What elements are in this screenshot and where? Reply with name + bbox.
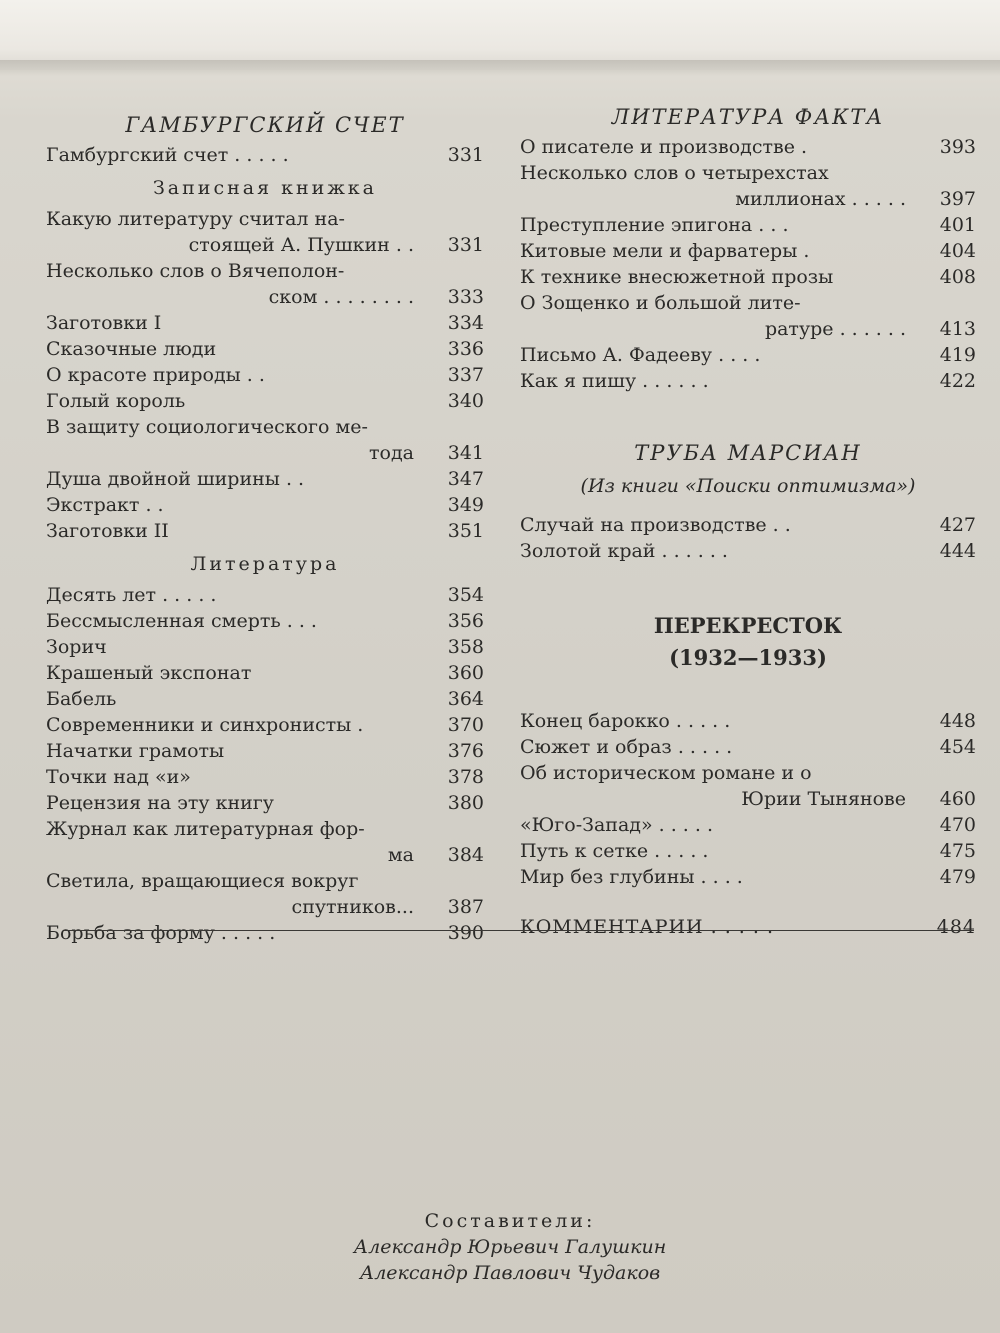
toc-entry — [46, 790, 484, 816]
toc-entry-title: Золотой край . . . . . . — [520, 540, 728, 562]
toc-entry-title: Несколько слов о четырехстах — [520, 162, 829, 184]
toc-entry-title: Случай на производстве . . — [520, 514, 791, 536]
toc-entry — [520, 238, 976, 264]
toc-entry-page: 331 — [447, 144, 484, 166]
toc-entry-title: Как я пишу . . . . . . — [520, 370, 709, 392]
subsection-heading-literature: Литература — [190, 553, 340, 575]
toc-entry-page: 393 — [939, 136, 976, 158]
toc-list-martian-trumpet — [520, 512, 976, 564]
toc-entry-title: Борьба за форму . . . . . — [46, 922, 276, 944]
toc-entry-title: Рецензия на эту книгу — [46, 792, 274, 814]
toc-entry-title-continuation: ском . . . . . . . . — [268, 286, 414, 308]
toc-entry-commentary — [520, 914, 976, 940]
page-edge-shadow — [0, 60, 1000, 76]
toc-entry — [520, 708, 976, 734]
toc-entry-page: 356 — [447, 610, 484, 632]
toc-entry-title: Об историческом романе и о — [520, 762, 812, 784]
toc-entry-page: 354 — [447, 584, 484, 606]
toc-entry-title: Журнал как литературная фор- — [46, 818, 365, 840]
toc-entry — [520, 134, 976, 160]
toc-entry — [520, 342, 976, 368]
toc-entry-title-continuation: тода — [369, 442, 414, 464]
toc-entry — [520, 538, 976, 564]
toc-entry-page: 334 — [447, 312, 484, 334]
horizontal-rule — [64, 930, 974, 931]
toc-entry-page: 454 — [939, 736, 976, 758]
toc-entry-page: 331 — [447, 234, 484, 256]
toc-entry-page: 364 — [447, 688, 484, 710]
toc-entry — [46, 310, 484, 336]
toc-entry — [46, 388, 484, 414]
toc-entry — [46, 336, 484, 362]
toc-entry — [520, 160, 976, 212]
toc-entry-title-continuation: Юрии Тынянове — [741, 788, 906, 810]
compilers-label: Составители: — [424, 1210, 596, 1232]
toc-entry — [520, 290, 976, 342]
toc-entry-title: Гамбургский счет . . . . . — [46, 144, 289, 166]
toc-entry — [520, 812, 976, 838]
toc-entry-title: Заготовки II — [46, 520, 169, 542]
toc-entry-title: Душа двойной ширины . . — [46, 468, 305, 490]
toc-entry — [46, 686, 484, 712]
toc-list-notebook — [46, 206, 484, 544]
toc-entry-page: 378 — [447, 766, 484, 788]
toc-entry-title: Крашеный экспонат — [46, 662, 252, 684]
toc-list-commentary — [520, 914, 976, 940]
toc-entry-page: 349 — [447, 494, 484, 516]
toc-entry-page: 484 — [936, 916, 976, 938]
toc-entry-page: 408 — [939, 266, 976, 288]
subsection-heading-notebook: Записная книжка — [152, 177, 378, 199]
section-heading-martian-trumpet: ТРУБА МАРСИАН — [634, 441, 862, 465]
toc-entry-title: «Юго-Запад» . . . . . — [520, 814, 713, 836]
toc-entry-title: В защиту социологического ме- — [46, 416, 368, 438]
toc-entry — [520, 264, 976, 290]
toc-entry-page: 422 — [939, 370, 976, 392]
toc-entry-title-continuation: ратуре . . . . . . — [764, 318, 906, 340]
toc-entry — [520, 212, 976, 238]
toc-entry — [46, 582, 484, 608]
toc-entry-title-continuation: спутников... — [291, 896, 414, 918]
section-subtitle-crossroads: (1932—1933) — [669, 645, 827, 670]
section-heading-fact-literature: ЛИТЕРАТУРА ФАКТА — [611, 105, 885, 129]
toc-entry — [46, 608, 484, 634]
toc-entry — [46, 634, 484, 660]
toc-entry-page: 341 — [447, 442, 484, 464]
toc-entry-page: 387 — [447, 896, 484, 918]
toc-entry-title: Путь к сетке . . . . . — [520, 840, 709, 862]
toc-entry-title: Мир без глубины . . . . — [520, 866, 743, 888]
toc-entry-page: 390 — [447, 922, 484, 944]
toc-entry — [46, 712, 484, 738]
toc-entry — [520, 512, 976, 538]
toc-entry-title-continuation: ма — [387, 844, 414, 866]
toc-entry-title: Сказочные люди — [46, 338, 217, 360]
toc-entry — [520, 864, 976, 890]
toc-entry-page: 475 — [939, 840, 976, 862]
toc-entry-title: Десять лет . . . . . — [46, 584, 217, 606]
toc-entry — [46, 920, 484, 946]
toc-entry-page: 460 — [939, 788, 976, 810]
toc-entry-title: К технике внесюжетной прозы — [520, 266, 834, 288]
toc-entry-page: 347 — [447, 468, 484, 490]
section-heading-hamburg: ГАМБУРГСКИЙ СЧЕТ — [125, 113, 405, 137]
compiler-name: Александр Юрьевич Галушкин — [353, 1236, 667, 1258]
toc-entry — [520, 838, 976, 864]
section-subtitle-martian-trumpet: (Из книги «Поиски оптимизма») — [580, 475, 916, 497]
toc-entry-title-continuation: миллионах . . . . . — [735, 188, 906, 210]
toc-entry-title: Точки над «и» — [46, 766, 191, 788]
toc-entry-title: Голый король — [46, 390, 186, 412]
toc-entry-title: Светила, вращающиеся вокруг — [46, 870, 359, 892]
toc-entry — [46, 258, 484, 310]
toc-entry-page: 360 — [447, 662, 484, 684]
toc-entry-title: О Зощенко и большой лите- — [520, 292, 801, 314]
toc-entry — [46, 492, 484, 518]
toc-entry-title: Какую литературу считал на- — [46, 208, 345, 230]
toc-entry — [520, 734, 976, 760]
toc-entry-title: О красоте природы . . — [46, 364, 265, 386]
toc-list-crossroads — [520, 708, 976, 890]
toc-entry — [46, 466, 484, 492]
toc-entry-title: Китовые мели и фарватеры . — [520, 240, 810, 262]
toc-entry-page: 340 — [447, 390, 484, 412]
toc-entry-page: 444 — [939, 540, 976, 562]
compiler-name: Александр Павлович Чудаков — [359, 1262, 661, 1284]
toc-entry-title-continuation: стоящей А. Пушкин . . — [188, 234, 414, 256]
toc-entry-title: О писателе и производстве . — [520, 136, 808, 158]
toc-entry-page: 384 — [447, 844, 484, 866]
toc-entry-page: 336 — [447, 338, 484, 360]
toc-entry — [46, 414, 484, 466]
toc-entry-page: 413 — [939, 318, 976, 340]
toc-entry — [520, 760, 976, 812]
toc-entry — [520, 368, 976, 394]
compilers-block — [300, 1208, 720, 1286]
toc-entry-page: 479 — [939, 866, 976, 888]
toc-list-literature — [46, 582, 484, 946]
toc-entry-title: Современники и синхронисты . — [46, 714, 364, 736]
toc-entry-title: Конец барокко . . . . . — [520, 710, 731, 732]
toc-entry-page: 401 — [939, 214, 976, 236]
toc-entry-title: Заготовки I — [46, 312, 162, 334]
toc-entry-page: 397 — [939, 188, 976, 210]
toc-entry — [46, 764, 484, 790]
toc-entry-page: 376 — [447, 740, 484, 762]
toc-entry — [46, 518, 484, 544]
toc-entry — [46, 868, 484, 920]
toc-entry-page: 358 — [447, 636, 484, 658]
toc-entry-title: Начатки грамоты — [46, 740, 225, 762]
toc-entry-page: 404 — [939, 240, 976, 262]
right-column — [520, 100, 976, 940]
toc-entry-title: Несколько слов о Вячеполон- — [46, 260, 345, 282]
toc-entry-page: 337 — [447, 364, 484, 386]
toc-entry-page: 419 — [939, 344, 976, 366]
toc-entry — [46, 660, 484, 686]
toc-entry-page: 448 — [939, 710, 976, 732]
toc-entry-page: 370 — [447, 714, 484, 736]
toc-entry-page: 380 — [447, 792, 484, 814]
toc-entry-page: 351 — [447, 520, 484, 542]
toc-entry-title: КОММЕНТАРИИ . . . . . — [520, 916, 775, 938]
toc-entry — [46, 142, 484, 168]
toc-entry — [46, 206, 484, 258]
toc-list-hamburg — [46, 142, 484, 168]
toc-entry-title: Бабель — [46, 688, 117, 710]
toc-entry-page: 333 — [447, 286, 484, 308]
toc-entry-title: Преступление эпигона . . . — [520, 214, 789, 236]
toc-entry — [46, 362, 484, 388]
toc-entry-title: Экстракт . . — [46, 494, 164, 516]
toc-entry-title: Сюжет и образ . . . . . — [520, 736, 733, 758]
toc-entry-title: Письмо А. Фадееву . . . . — [520, 344, 761, 366]
toc-entry-title: Бессмысленная смерть . . . — [46, 610, 317, 632]
toc-entry-title: Зорич — [46, 636, 107, 658]
toc-entry — [46, 738, 484, 764]
toc-entry — [46, 816, 484, 868]
toc-entry-page: 470 — [939, 814, 976, 836]
section-heading-crossroads: ПЕРЕКРЕСТОК — [653, 613, 843, 638]
toc-list-fact-literature — [520, 134, 976, 394]
left-column — [46, 108, 484, 946]
toc-entry-page: 427 — [939, 514, 976, 536]
